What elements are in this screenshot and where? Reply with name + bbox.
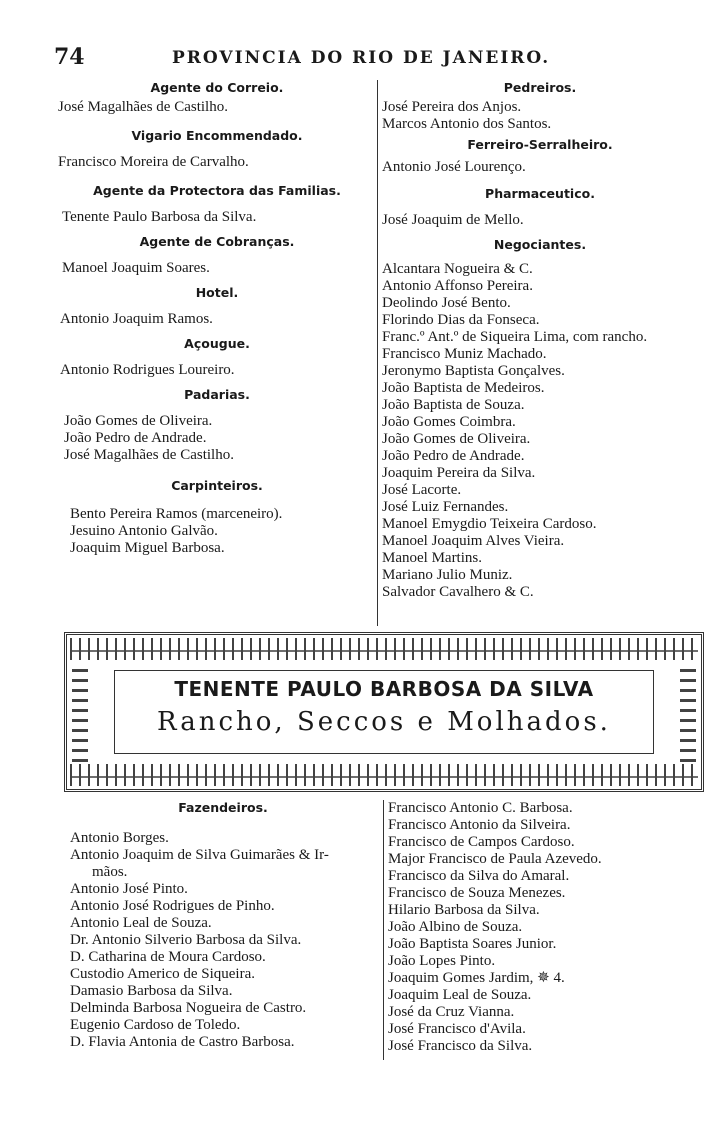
entry: Francisco Antonio da Silveira. xyxy=(388,817,571,833)
entry: Florindo Dias da Fonseca. xyxy=(382,312,540,328)
column-divider xyxy=(383,800,384,1060)
entry: Manoel Martins. xyxy=(382,550,482,566)
entry: Francisco Muniz Machado. xyxy=(382,346,547,362)
entry: Antonio Affonso Pereira. xyxy=(382,278,533,294)
entry: João Gomes de Oliveira. xyxy=(64,413,213,429)
entry: Marcos Antonio dos Santos. xyxy=(382,116,552,132)
entry: Antonio José Rodrigues de Pinho. xyxy=(70,898,275,914)
section-heading: Agente da Protectora das Familias. xyxy=(93,183,341,198)
entry: Jeronymo Baptista Gonçalves. xyxy=(382,363,565,379)
left-top-column xyxy=(58,80,376,557)
entry: Mariano Julio Muniz. xyxy=(382,567,513,583)
entry: Francisco de Souza Menezes. xyxy=(388,885,566,901)
entry: Antonio Rodrigues Loureiro. xyxy=(60,362,235,378)
section-heading: Fazendeiros. xyxy=(178,800,268,815)
section-heading: Hotel. xyxy=(195,285,239,300)
ornament-band-bottom xyxy=(70,764,698,786)
section-heading: Açougue. xyxy=(184,336,250,351)
entry: Antonio Joaquim de Silva Guimarães & Ir- xyxy=(70,847,329,863)
entry: Joaquim Gomes Jardim, ✵ 4. xyxy=(388,970,565,986)
entry: João Gomes Coimbra. xyxy=(382,414,516,430)
entry: José Francisco da Silva. xyxy=(388,1038,533,1054)
entry: Joaquim Pereira da Silva. xyxy=(382,465,536,481)
entry: Antonio Borges. xyxy=(70,830,169,846)
entry: Delminda Barbosa Nogueira de Castro. xyxy=(70,1000,307,1016)
entry: Joaquim Miguel Barbosa. xyxy=(70,540,225,556)
column-divider xyxy=(377,80,378,626)
entry: João Baptista de Souza. xyxy=(382,397,525,413)
entry: José Pereira dos Anjos. xyxy=(382,99,522,115)
entry: Antonio Joaquim Ramos. xyxy=(60,311,213,327)
section-heading: Agente de Cobranças. xyxy=(139,234,295,249)
entry: Joaquim Leal de Souza. xyxy=(388,987,532,1003)
advert-inner-frame xyxy=(114,670,654,754)
entry: Franc.º Ant.º de Siqueira Lima, com rancho. xyxy=(382,329,648,345)
entry: Manoel Joaquim Soares. xyxy=(62,260,210,276)
entry: Hilario Barbosa da Silva. xyxy=(388,902,540,918)
entry: Major Francisco de Paula Azevedo. xyxy=(388,851,602,867)
entry: João Lopes Pinto. xyxy=(388,953,496,969)
entry: D. Flavia Antonia de Castro Barbosa. xyxy=(70,1034,295,1050)
entry: José Magalhães de Castilho. xyxy=(58,99,228,115)
section-heading: Pedreiros. xyxy=(503,80,577,95)
entry: José Joaquim de Mello. xyxy=(382,212,524,228)
left-bottom-column xyxy=(64,800,382,1051)
entry: Salvador Cavalhero & C. xyxy=(382,584,534,600)
entry: José Lacorte. xyxy=(382,482,462,498)
entry: João Baptista Soares Junior. xyxy=(388,936,557,952)
running-title: PROVINCIA DO RIO DE JANEIRO. xyxy=(172,48,551,68)
section-heading: Pharmaceutico. xyxy=(485,186,595,201)
entry: José Magalhães de Castilho. xyxy=(64,447,234,463)
entry: João Pedro de Andrade. xyxy=(64,430,207,446)
ornament-band-top xyxy=(70,638,698,660)
entry: João Albino de Souza. xyxy=(388,919,523,935)
entry: João Gomes de Oliveira. xyxy=(382,431,531,447)
entry: Francisco da Silva do Amaral. xyxy=(388,868,570,884)
entry: João Pedro de Andrade. xyxy=(382,448,525,464)
right-top-column xyxy=(382,80,698,601)
entry: José Francisco d'Avila. xyxy=(388,1021,526,1037)
entry: Alcantara Nogueira & C. xyxy=(382,261,533,277)
section-heading: Padarias. xyxy=(184,387,250,402)
page-header xyxy=(0,44,715,74)
ornament-band-left xyxy=(72,662,88,762)
entry: Custodio Americo de Siqueira. xyxy=(70,966,255,982)
entry: Eugenio Cardoso de Toledo. xyxy=(70,1017,241,1033)
entry: João Baptista de Medeiros. xyxy=(382,380,545,396)
entry: Manoel Joaquim Alves Vieira. xyxy=(382,533,565,549)
entry: Dr. Antonio Silverio Barbosa da Silva. xyxy=(70,932,302,948)
entry: D. Catharina de Moura Cardoso. xyxy=(70,949,266,965)
entry: Damasio Barbosa da Silva. xyxy=(70,983,233,999)
advert-tagline: Rancho, Seccos e Molhados. xyxy=(157,707,611,737)
entry: Bento Pereira Ramos (marceneiro). xyxy=(70,506,283,522)
entry: Francisco de Campos Cardoso. xyxy=(388,834,575,850)
advertisement-box xyxy=(64,632,704,792)
entry: Francisco Antonio C. Barbosa. xyxy=(388,800,573,816)
section-heading: Negociantes. xyxy=(493,237,587,252)
section-heading: Carpinteiros. xyxy=(171,478,263,493)
section-heading: Vigario Encommendado. xyxy=(131,128,303,143)
entry: mãos. xyxy=(92,864,128,880)
entry: Jesuino Antonio Galvão. xyxy=(70,523,218,539)
advert-name: TENENTE PAULO BARBOSA DA SILVA xyxy=(174,677,594,701)
entry: José Luiz Fernandes. xyxy=(382,499,509,515)
section-heading: Ferreiro-Serralheiro. xyxy=(467,137,613,152)
entry: Francisco Moreira de Carvalho. xyxy=(58,154,249,170)
entry: Antonio José Lourenço. xyxy=(382,159,526,175)
right-bottom-column xyxy=(388,800,704,1055)
entry: Antonio José Pinto. xyxy=(70,881,188,897)
section-heading: Agente do Correio. xyxy=(150,80,284,95)
entry: Manoel Emygdio Teixeira Cardoso. xyxy=(382,516,597,532)
entry: Antonio Leal de Souza. xyxy=(70,915,212,931)
page-number: 74 xyxy=(54,44,85,70)
ornament-band-right xyxy=(680,662,696,762)
entry: Tenente Paulo Barbosa da Silva. xyxy=(62,209,257,225)
entry: Deolindo José Bento. xyxy=(382,295,511,311)
entry: José da Cruz Vianna. xyxy=(388,1004,515,1020)
